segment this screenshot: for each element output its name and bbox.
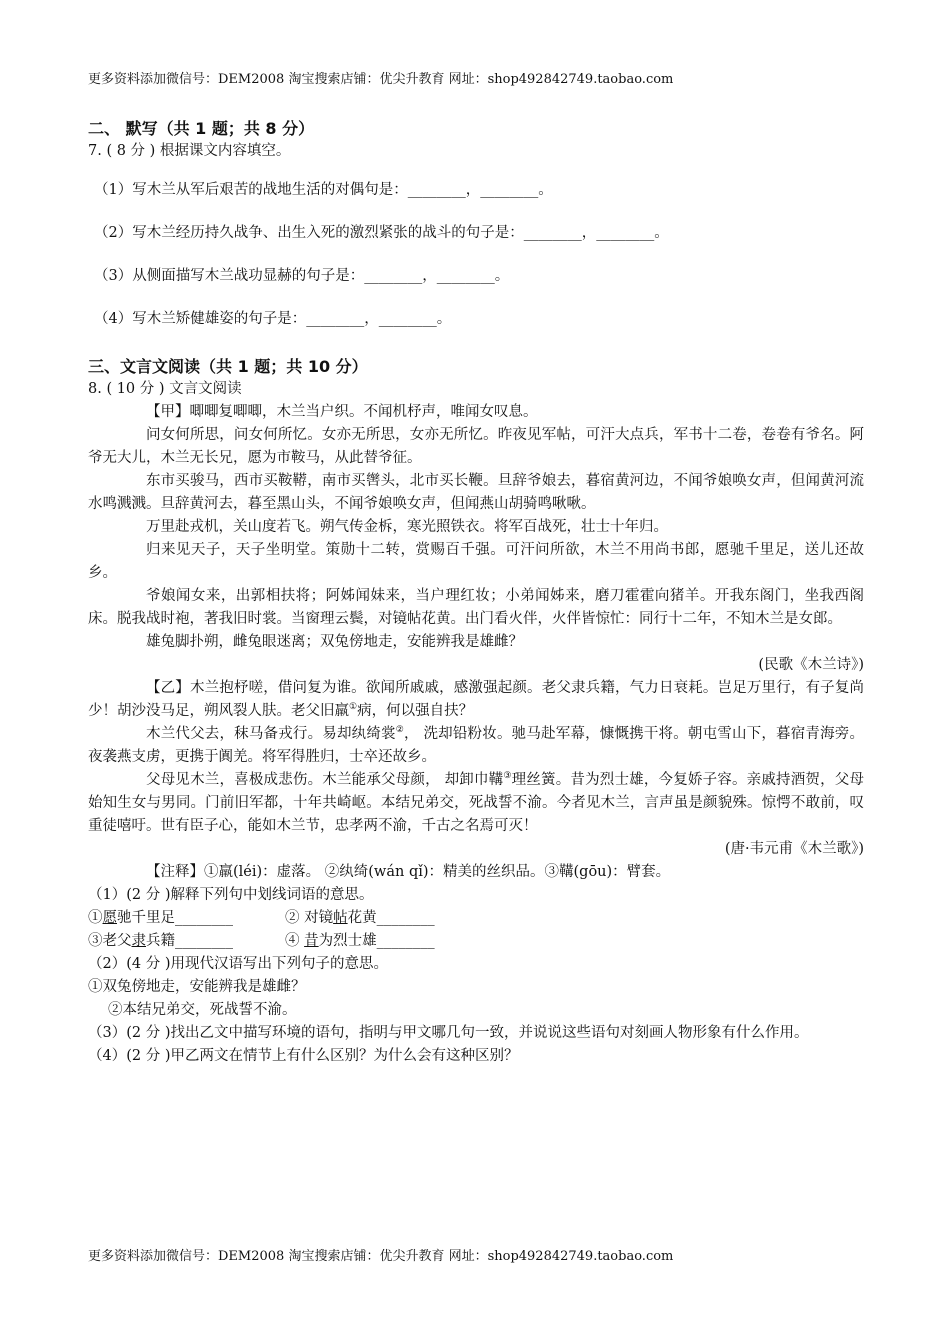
jia-paragraph-2: 问女何所思，问女何所忆。女亦无所思，女亦无所忆。昨夜见军帖，可汗大点兵，军书十二卷，卷卷有爷名。阿爷无大儿，木兰无长兄，愿为市鞍马，从此替爷征。 — [88, 427, 864, 466]
jia-paragraph-5: 归来见天子，天子坐明堂。策勋十二转，赏赐百千强。可汗问所欲，木兰不用尚书郎，愿驰千里足，送儿还故乡。 — [88, 542, 864, 581]
q7-stem: 7. ( 8 分 ) 根据课文内容填空。 — [88, 143, 291, 159]
jia-paragraph-4: 万里赴戎机，关山度若飞。朔气传金柝，寒光照铁衣。将军百战死，壮士十年归。 — [146, 519, 668, 535]
yi-paragraph-2: 木兰代父去，秣马备戎行。易却纨绮裳②， 洗却铅粉妆。驰马赴军幕，慷慨携干将。朝屯雪山下，暮宿青海旁。夜袭燕支虏，更携于阗羌。将军得胜归，士卒还故乡。 — [88, 725, 864, 765]
sub2-item-1: ①双兔傍地走，安能辨我是雄雌？ — [88, 979, 306, 995]
q7-item-4: （4）写木兰矫健雄姿的句子是：________，________。 — [94, 311, 452, 327]
section3-title: 三、文言文阅读（共 1 题；共 10 分） — [88, 357, 368, 376]
sub1-item-2: ② 对镜帖花黄________ — [285, 910, 435, 926]
annotation: 【注释】①羸(léi)：虚落。 ②纨绮(wán qǐ)：精美的丝织品。③鞲(gōu)：臂套。 — [146, 864, 671, 880]
sub2-item-2: ②本结兄弟交，死战誓不渝。 — [108, 1002, 297, 1018]
sub1-item-4: ④ 昔为烈士雄________ — [285, 933, 435, 949]
jia-paragraph-6: 爷娘闻女来，出郭相扶将；阿姊闻妹来，当户理红妆；小弟闻姊来，磨刀霍霍向猪羊。开我东阁门，坐我西阁床。脱我战时袍，著我旧时裳。当窗理云鬓，对镜帖花黄。出门看火伴，火伴皆惊忙：同行十二年，不知木兰是女郎。 — [88, 588, 864, 627]
q7-item-2: （2）写木兰经历持久战争、出生入死的激烈紧张的战斗的句子是：________，________。 — [94, 225, 669, 241]
jia-paragraph-1: 【甲】唧唧复唧唧，木兰当户织。不闻机杼声，唯闻女叹息。 — [146, 404, 538, 420]
sub1-item-1: ①愿驰千里足________ — [88, 910, 233, 926]
page-footer: 更多资料添加微信号：DEM2008 淘宝搜索店铺：优尖升教育 网址：shop492842749.taobao.com — [88, 1249, 674, 1264]
section2-title: 二、 默写（共 1 题；共 8 分） — [88, 119, 315, 138]
sub1-stem: （1）(2 分 )解释下列句中划线词语的意思。 — [88, 887, 374, 903]
page-content — [88, 118, 864, 1068]
sub3-question: （3）(2 分 )找出乙文中描写环境的语句，指明与甲文哪几句一致，并说说这些语句对刻画人物形象有什么作用。 — [88, 1025, 809, 1041]
sub4-question: （4）(2 分 )甲乙两文在情节上有什么区别？为什么会有这种区别？ — [88, 1048, 519, 1064]
footnote-marker-2: ② — [395, 725, 404, 736]
jia-paragraph-3: 东市买骏马，西市买鞍鞯，南市买辔头，北市买长鞭。旦辞爷娘去，暮宿黄河边，不闻爷娘唤女声，但闻黄河流水鸣溅溅。旦辞黄河去，暮至黑山头，不闻爷娘唤女声，但闻燕山胡骑鸣啾啾。 — [88, 473, 864, 512]
sub1-item-3: ③老父隶兵籍________ — [88, 933, 233, 949]
jia-paragraph-7: 雄兔脚扑朔，雌兔眼迷离；双兔傍地走，安能辨我是雄雌？ — [146, 634, 523, 650]
yi-paragraph-3: 父母见木兰，喜极成悲伤。木兰能承父母颜， 却卸巾鞲③理丝簧。昔为烈士雄，今复娇子容。亲戚持酒贺，父母始知生女与男同。门前旧军都，十年共崎岖。本结兄弟交，死战誓不渝。今者见木兰，言声虽是颜貌殊。惊愕不敢前，叹重徒嘻吁。世有臣子心，能如木兰节，忠孝两不渝，千古之名焉可灭！ — [88, 771, 864, 834]
q7-item-3: （3）从侧面描写木兰战功显赫的句子是：________，________。 — [94, 268, 510, 284]
jia-source: (民歌《木兰诗》) — [758, 657, 864, 673]
footnote-marker-3: ③ — [503, 771, 512, 782]
sub1-row-1 — [88, 907, 864, 930]
yi-source: (唐·韦元甫《木兰歌》) — [724, 841, 864, 857]
page-header: 更多资料添加微信号：DEM2008 淘宝搜索店铺：优尖升教育 网址：shop492842749.taobao.com — [88, 72, 674, 87]
yi-paragraph-1: 【乙】木兰抱杼嗟，借问复为谁。欲闻所戚戚，感激强起颜。老父隶兵籍，气力日衰耗。岂足万里行，有子复尚少！胡沙没马足，朔风裂人肤。老父旧羸①病，何以强自扶？ — [88, 680, 864, 719]
footnote-marker-1: ① — [349, 702, 358, 713]
sub1-row-2 — [88, 930, 864, 953]
q8-stem: 8. ( 10 分 ) 文言文阅读 — [88, 381, 242, 397]
sub2-stem: （2）(4 分 )用现代汉语写出下列句子的意思。 — [88, 956, 388, 972]
q7-item-1: （1）写木兰从军后艰苦的战地生活的对偶句是：________，________。 — [94, 182, 553, 198]
